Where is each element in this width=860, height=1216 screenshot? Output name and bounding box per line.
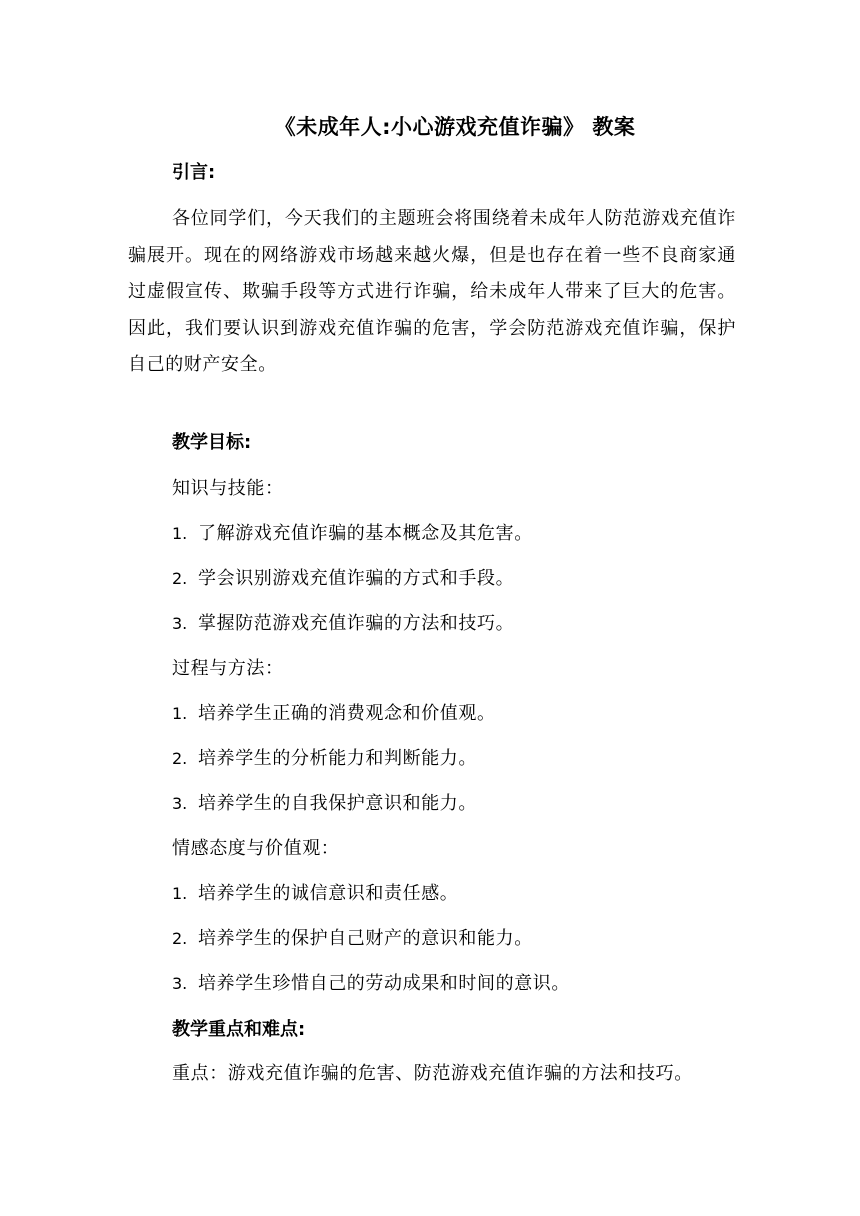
list-number: 2. <box>172 929 188 948</box>
intro-paragraph: 各位同学们，今天我们的主题班会将围绕着未成年人防范游戏充值诈骗展开。现在的网络游戏市场越来越火爆，但是也存在着一些不良商家通过虚假宣传、欺骗手段等方式进行诈骗，给未成年人带来了巨大的危害。因此，我们要认识到游戏充值诈骗的危害，学会防范游戏充值诈骗，保护自己的财产安全。 <box>128 208 736 376</box>
list-number: 2. <box>172 569 188 588</box>
list-text: 培养学生的诚信意识和责任感。 <box>198 883 459 904</box>
list-item <box>172 791 477 817</box>
list-item <box>172 746 477 772</box>
subheading-emotion-values: 情感态度与价值观： <box>172 838 340 859</box>
document-title: 《未成年人:小心游戏充值诈骗》 教案 <box>274 115 636 139</box>
list-number: 3. <box>172 794 188 813</box>
subheading-knowledge-skills: 知识与技能： <box>172 478 284 499</box>
list-number: 1. <box>172 524 188 543</box>
list-item <box>172 611 514 637</box>
list-text: 培养学生正确的消费观念和价值观。 <box>198 703 496 724</box>
subheading-process-methods: 过程与方法： <box>172 658 284 679</box>
section-heading-objectives: 教学目标: <box>172 432 252 453</box>
list-number: 3. <box>172 614 188 633</box>
list-number: 1. <box>172 704 188 723</box>
section-heading-intro: 引言: <box>172 162 216 183</box>
list-item <box>172 701 496 727</box>
list-text: 掌握防范游戏充值诈骗的方法和技巧。 <box>198 613 515 634</box>
list-number: 2. <box>172 749 188 768</box>
list-text: 培养学生珍惜自己的劳动成果和时间的意识。 <box>198 973 570 994</box>
list-item <box>172 566 514 592</box>
list-number: 1. <box>172 884 188 903</box>
list-item <box>172 521 533 547</box>
section-heading-key-points: 教学重点和难点: <box>172 1019 306 1040</box>
list-text: 培养学生的保护自己财产的意识和能力。 <box>198 928 533 949</box>
list-text: 了解游戏充值诈骗的基本概念及其危害。 <box>198 523 533 544</box>
list-text: 培养学生的自我保护意识和能力。 <box>198 793 477 814</box>
list-number: 3. <box>172 974 188 993</box>
list-text: 学会识别游戏充值诈骗的方式和手段。 <box>198 568 515 589</box>
list-item <box>172 971 570 997</box>
list-item <box>172 926 533 952</box>
list-item <box>172 881 458 907</box>
list-text: 培养学生的分析能力和判断能力。 <box>198 748 477 769</box>
key-point-focus: 重点：游戏充值诈骗的危害、防范游戏充值诈骗的方法和技巧。 <box>172 1063 693 1084</box>
